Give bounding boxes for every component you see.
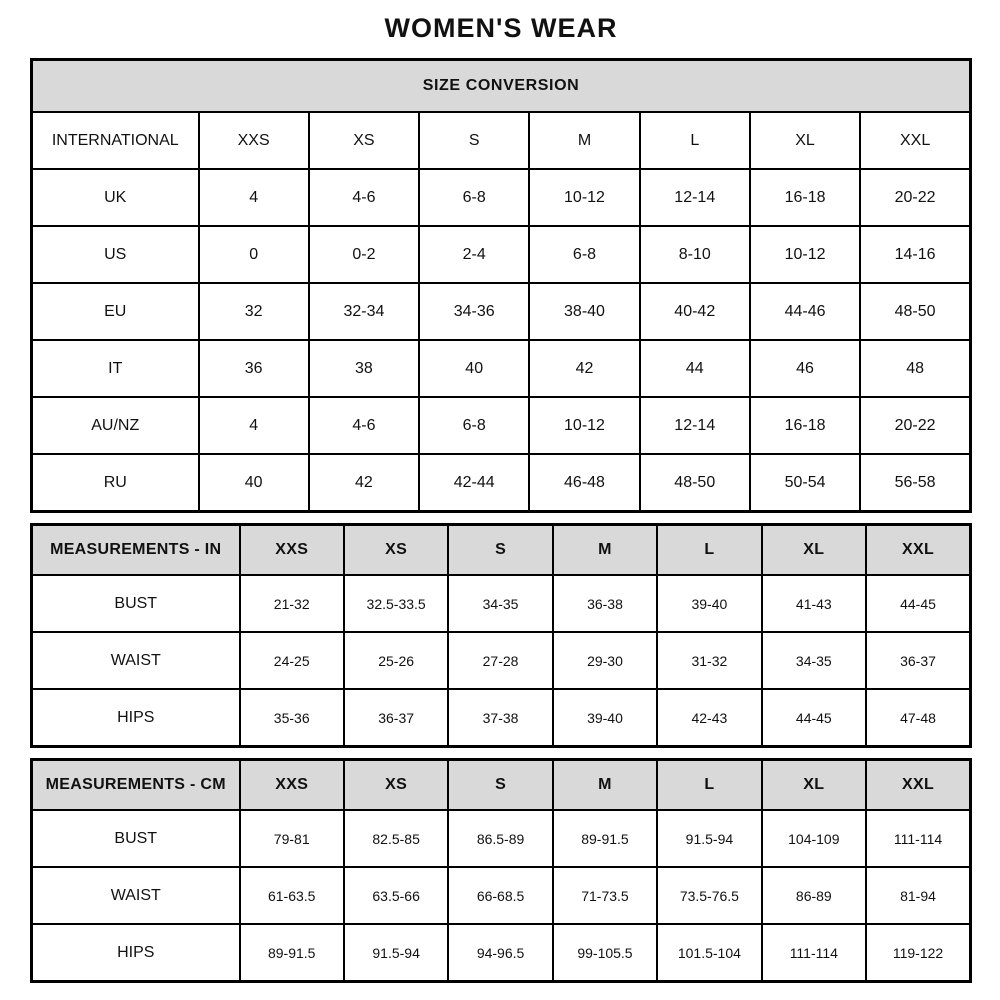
cell: 44	[640, 340, 750, 397]
row-label: UK	[32, 169, 199, 226]
cell: 46	[750, 340, 860, 397]
row-label: AU/NZ	[32, 397, 199, 454]
cell: 86-89	[762, 867, 866, 924]
column-header: MEASUREMENTS - CM	[32, 760, 240, 811]
cell: 42	[529, 340, 639, 397]
column-header: XXS	[199, 112, 309, 169]
column-header: XL	[750, 112, 860, 169]
cell: 94-96.5	[448, 924, 552, 982]
cell: 42	[309, 454, 419, 512]
column-header: INTERNATIONAL	[32, 112, 199, 169]
column-header: XXL	[866, 525, 970, 576]
cell: 4	[199, 169, 309, 226]
cell: 31-32	[657, 632, 761, 689]
cell: 21-32	[240, 575, 344, 632]
cell: 104-109	[762, 810, 866, 867]
cell: 12-14	[640, 169, 750, 226]
table-row	[32, 689, 971, 747]
cell: 40	[199, 454, 309, 512]
cell: 35-36	[240, 689, 344, 747]
cell: 6-8	[529, 226, 639, 283]
cell: 86.5-89	[448, 810, 552, 867]
measurements-cm-table	[30, 758, 972, 983]
cell: 32	[199, 283, 309, 340]
cell: 10-12	[529, 169, 639, 226]
column-header: M	[553, 760, 657, 811]
cell: 46-48	[529, 454, 639, 512]
cell: 2-4	[419, 226, 529, 283]
cell: 24-25	[240, 632, 344, 689]
column-header: XS	[344, 760, 448, 811]
size-conversion-table	[30, 58, 972, 513]
cell: 42-44	[419, 454, 529, 512]
table-row	[32, 810, 971, 867]
cell: 119-122	[866, 924, 970, 982]
row-label: IT	[32, 340, 199, 397]
column-header: L	[657, 525, 761, 576]
cell: 61-63.5	[240, 867, 344, 924]
header-row	[32, 760, 971, 811]
cell: 47-48	[866, 689, 970, 747]
cell: 40	[419, 340, 529, 397]
cell: 20-22	[860, 397, 970, 454]
cell: 10-12	[750, 226, 860, 283]
cell: 111-114	[762, 924, 866, 982]
cell: 66-68.5	[448, 867, 552, 924]
cell: 82.5-85	[344, 810, 448, 867]
cell: 12-14	[640, 397, 750, 454]
table-row	[32, 226, 971, 283]
table-title-row	[32, 60, 971, 113]
row-label: BUST	[32, 575, 240, 632]
cell: 42-43	[657, 689, 761, 747]
cell: 48-50	[860, 283, 970, 340]
cell: 39-40	[553, 689, 657, 747]
column-header: M	[529, 112, 639, 169]
cell: 34-35	[762, 632, 866, 689]
cell: 99-105.5	[553, 924, 657, 982]
cell: 36-38	[553, 575, 657, 632]
column-header: S	[448, 760, 552, 811]
cell: 16-18	[750, 169, 860, 226]
cell: 73.5-76.5	[657, 867, 761, 924]
column-header: S	[419, 112, 529, 169]
cell: 91.5-94	[657, 810, 761, 867]
cell: 8-10	[640, 226, 750, 283]
cell: 10-12	[529, 397, 639, 454]
table-row	[32, 283, 971, 340]
table-row	[32, 397, 971, 454]
table-row	[32, 632, 971, 689]
cell: 4	[199, 397, 309, 454]
cell: 89-91.5	[553, 810, 657, 867]
column-header: L	[657, 760, 761, 811]
row-label: HIPS	[32, 924, 240, 982]
cell: 79-81	[240, 810, 344, 867]
cell: 34-36	[419, 283, 529, 340]
cell: 48-50	[640, 454, 750, 512]
page-title: WOMEN'S WEAR	[384, 13, 618, 43]
cell: 81-94	[866, 867, 970, 924]
cell: 32-34	[309, 283, 419, 340]
row-label: HIPS	[32, 689, 240, 747]
cell: 6-8	[419, 169, 529, 226]
column-header: XXS	[240, 760, 344, 811]
cell: 111-114	[866, 810, 970, 867]
cell: 39-40	[657, 575, 761, 632]
row-label: WAIST	[32, 632, 240, 689]
cell: 48	[860, 340, 970, 397]
table-row	[32, 867, 971, 924]
cell: 27-28	[448, 632, 552, 689]
cell: 0-2	[309, 226, 419, 283]
column-header: L	[640, 112, 750, 169]
cell: 36-37	[344, 689, 448, 747]
cell: 32.5-33.5	[344, 575, 448, 632]
column-header: XXL	[860, 112, 970, 169]
table-title: SIZE CONVERSION	[32, 60, 971, 113]
column-header: XXS	[240, 525, 344, 576]
cell: 29-30	[553, 632, 657, 689]
cell: 101.5-104	[657, 924, 761, 982]
cell: 71-73.5	[553, 867, 657, 924]
cell: 14-16	[860, 226, 970, 283]
column-header: XS	[309, 112, 419, 169]
cell: 38-40	[529, 283, 639, 340]
cell: 50-54	[750, 454, 860, 512]
header-row	[32, 112, 971, 169]
cell: 91.5-94	[344, 924, 448, 982]
column-header: XL	[762, 760, 866, 811]
column-header: XL	[762, 525, 866, 576]
cell: 37-38	[448, 689, 552, 747]
table-row	[32, 340, 971, 397]
column-header: MEASUREMENTS - IN	[32, 525, 240, 576]
row-label: BUST	[32, 810, 240, 867]
cell: 4-6	[309, 397, 419, 454]
cell: 6-8	[419, 397, 529, 454]
cell: 34-35	[448, 575, 552, 632]
column-header: S	[448, 525, 552, 576]
cell: 40-42	[640, 283, 750, 340]
cell: 20-22	[860, 169, 970, 226]
cell: 36	[199, 340, 309, 397]
cell: 36-37	[866, 632, 970, 689]
cell: 44-45	[866, 575, 970, 632]
row-label: RU	[32, 454, 199, 512]
table-row	[32, 575, 971, 632]
cell: 89-91.5	[240, 924, 344, 982]
row-label: WAIST	[32, 867, 240, 924]
cell: 38	[309, 340, 419, 397]
cell: 25-26	[344, 632, 448, 689]
cell: 0	[199, 226, 309, 283]
header-row	[32, 525, 971, 576]
column-header: XS	[344, 525, 448, 576]
cell: 41-43	[762, 575, 866, 632]
table-row	[32, 454, 971, 512]
column-header: M	[553, 525, 657, 576]
cell: 44-46	[750, 283, 860, 340]
row-label: US	[32, 226, 199, 283]
table-row	[32, 169, 971, 226]
measurements-in-table	[30, 523, 972, 748]
cell: 63.5-66	[344, 867, 448, 924]
column-header: XXL	[866, 760, 970, 811]
cell: 4-6	[309, 169, 419, 226]
row-label: EU	[32, 283, 199, 340]
cell: 44-45	[762, 689, 866, 747]
cell: 56-58	[860, 454, 970, 512]
cell: 16-18	[750, 397, 860, 454]
table-row	[32, 924, 971, 982]
